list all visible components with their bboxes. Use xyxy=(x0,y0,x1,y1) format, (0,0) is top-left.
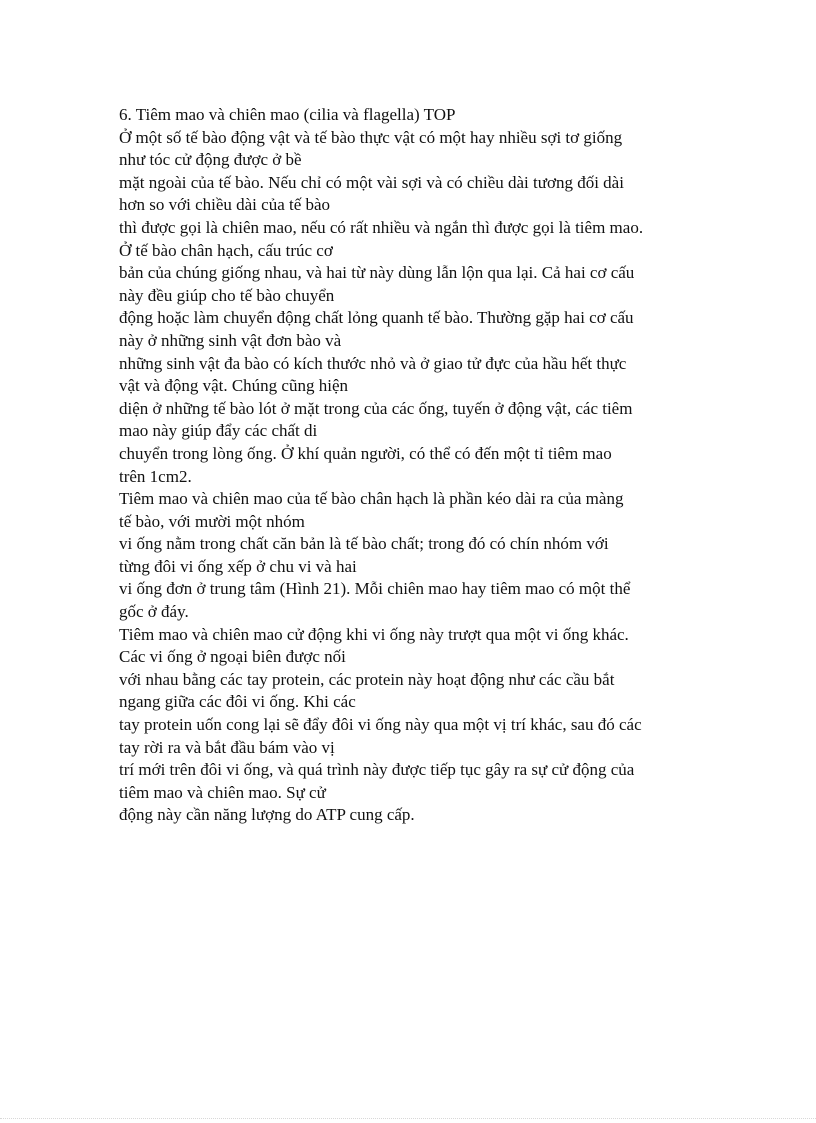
text-line: diện ở những tế bào lót ở mặt trong của các ống, tuyến ở động vật, các tiêm xyxy=(119,398,633,418)
text-line: gốc ở đáy. xyxy=(119,602,189,622)
text-line: bản của chúng giống nhau, và hai từ này dùng lẫn lộn qua lại. Cả hai cơ cấu xyxy=(119,263,635,283)
text-line: ngang giữa các đôi vi ống. Khi các xyxy=(119,692,356,712)
text-line: Tiêm mao và chiên mao cử động khi vi ống này trượt qua một vi ống khác. xyxy=(119,624,629,644)
text-line: vi ống đơn ở trung tâm (Hình 21). Mỗi chiên mao hay tiêm mao có một thể xyxy=(119,579,631,599)
text-line: trên 1cm2. xyxy=(119,466,192,486)
text-line: tay rời ra và bắt đầu bám vào vị xyxy=(119,737,335,757)
text-line: mặt ngoài của tế bào. Nếu chỉ có một vài sợi và có chiều dài tương đối dài xyxy=(119,172,624,192)
text-line: động hoặc làm chuyển động chất lỏng quanh tế bào. Thường gặp hai cơ cấu xyxy=(119,308,634,328)
text-line: tay protein uốn cong lại sẽ đẩy đôi vi ống này qua một vị trí khác, sau đó các xyxy=(119,715,642,735)
text-line: với nhau bằng các tay protein, các protein này hoạt động như các cầu bắt xyxy=(119,669,615,689)
page-bottom-divider xyxy=(0,1118,816,1119)
text-line: Các vi ống ở ngoại biên được nối xyxy=(119,647,346,667)
section-heading: 6. Tiêm mao và chiên mao (cilia và flagella) TOP xyxy=(119,105,456,124)
text-line: Tiêm mao và chiên mao của tế bào chân hạch là phần kéo dài ra của màng xyxy=(119,489,624,509)
text-line: động này cần năng lượng do ATP cung cấp. xyxy=(119,805,415,825)
text-line: tiêm mao và chiên mao. Sự cử xyxy=(119,782,326,802)
text-line: Ở một số tế bào động vật và tế bào thực vật có một hay nhiều sợi tơ giống xyxy=(119,127,623,147)
text-line: hơn so với chiều dài của tế bào xyxy=(119,195,331,215)
text-line: này đều giúp cho tế bào chuyển xyxy=(119,285,335,305)
text-line: Ở tế bào chân hạch, cấu trúc cơ xyxy=(119,240,333,260)
text-line: từng đôi vi ống xếp ở chu vi và hai xyxy=(119,556,357,576)
text-line: thì được gọi là chiên mao, nếu có rất nhiều và ngắn thì được gọi là tiêm mao. xyxy=(119,217,644,237)
text-line: chuyển trong lòng ống. Ở khí quản người, có thể có đến một tỉ tiêm mao xyxy=(119,443,612,463)
text-line: vật và động vật. Chúng cũng hiện xyxy=(119,376,348,396)
document-body xyxy=(119,104,719,827)
text-line: trí mới trên đôi vi ống, và quá trình này được tiếp tục gây ra sự cử động của xyxy=(119,760,635,780)
text-line: những sinh vật đa bào có kích thước nhỏ và ở giao tử đực của hầu hết thực xyxy=(119,353,627,373)
text-line: vi ống nằm trong chất căn bản là tế bào chất; trong đó có chín nhóm với xyxy=(119,534,609,554)
text-line: mao này giúp đẩy các chất di xyxy=(119,421,318,441)
text-line: như tóc cử động được ở bề xyxy=(119,150,302,170)
text-line: tế bào, với mười một nhóm xyxy=(119,511,305,531)
text-line: này ở những sinh vật đơn bào và xyxy=(119,330,342,350)
